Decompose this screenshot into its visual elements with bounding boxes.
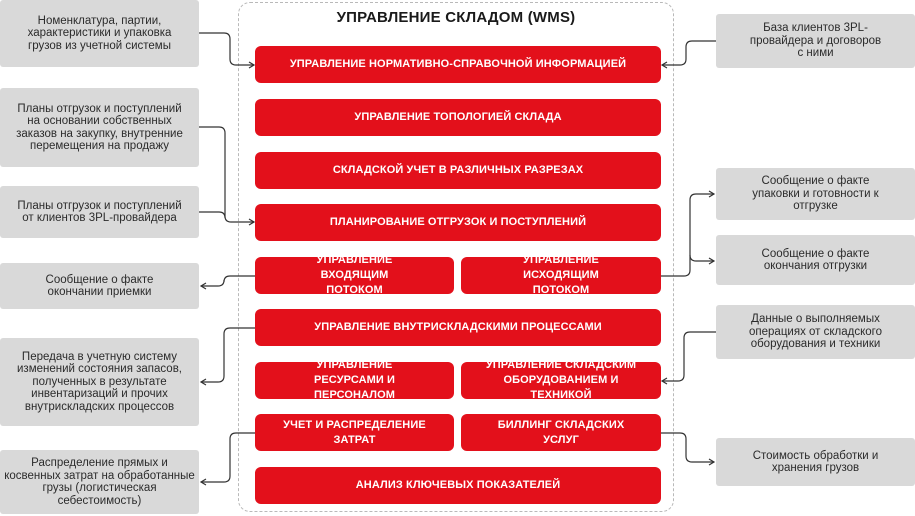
left-receipt-msg: Сообщение о факте окончании приемки <box>0 263 199 309</box>
right-shipment-msg: Сообщение о факте окончания отгрузки <box>716 235 915 285</box>
left-nomenclature: Номенклатура, партии, характеристики и упаковка грузов из учетной системы <box>0 0 199 67</box>
right-equipment-data: Данные о выполняемых операциях от складского оборудования и техники <box>716 305 915 359</box>
module-resources: УПРАВЛЕНИЕ РЕСУРСАМИ И ПЕРСОНАЛОМ <box>255 362 454 399</box>
left-inventory-changes: Передача в учетную систему изменений состояния запасов, полученных в результате инвентаризаций и прочих внутрискладских процессов <box>0 338 199 426</box>
line-plans-3pl <box>199 212 225 218</box>
module-kpi: АНАЛИЗ КЛЮЧЕВЫХ ПОКАЗАТЕЛЕЙ <box>255 467 661 504</box>
diagram-title: УПРАВЛЕНИЕ СКЛАДОМ (WMS) <box>336 9 576 26</box>
module-inbound: УПРАВЛЕНИЕ ВХОДЯЩИМ ПОТОКОМ <box>255 257 454 294</box>
arrow-outbound-to-shipment <box>690 255 714 261</box>
right-packing-msg: Сообщение о факте упаковки и готовности к отгрузке <box>716 168 915 220</box>
left-cost-distribution: Распределение прямых и косвенных затрат на обработанные грузы (логистическая себестоимость) <box>0 450 199 514</box>
right-storage-cost: Стоимость обработки и хранения грузов <box>716 438 915 486</box>
module-costs: УЧЕТ И РАСПРЕДЕЛЕНИЕ ЗАТРАТ <box>255 414 454 451</box>
module-planning: ПЛАНИРОВАНИЕ ОТГРУЗОК И ПОСТУПЛЕНИЙ <box>255 204 661 241</box>
left-plans-3pl: Планы отгрузок и поступлений от клиентов 3PL-провайдера <box>0 186 199 238</box>
right-clients-base: База клиентов 3PL-провайдера и договоров с ними <box>716 14 915 68</box>
left-plans-own: Планы отгрузок и поступлений на основании собственных заказов на закупку, внутренние перемещения на продажу <box>0 88 199 167</box>
module-outbound: УПРАВЛЕНИЕ ИСХОДЯЩИМ ПОТОКОМ <box>461 257 661 294</box>
module-accounting: СКЛАДСКОЙ УЧЕТ В РАЗЛИЧНЫХ РАЗРЕЗАХ <box>255 152 661 189</box>
module-nsi: УПРАВЛЕНИЕ НОРМАТИВНО-СПРАВОЧНОЙ ИНФОРМАЦИЕЙ <box>255 46 661 83</box>
module-internal: УПРАВЛЕНИЕ ВНУТРИСКЛАДСКИМИ ПРОЦЕССАМИ <box>255 309 661 346</box>
module-billing: БИЛЛИНГ СКЛАДСКИХ УСЛУГ <box>461 414 661 451</box>
module-equipment: УПРАВЛЕНИЕ СКЛАДСКИМ ОБОРУДОВАНИЕМ И ТЕХНИКОЙ <box>461 362 661 399</box>
module-topology: УПРАВЛЕНИЕ ТОПОЛОГИЕЙ СКЛАДА <box>255 99 661 136</box>
